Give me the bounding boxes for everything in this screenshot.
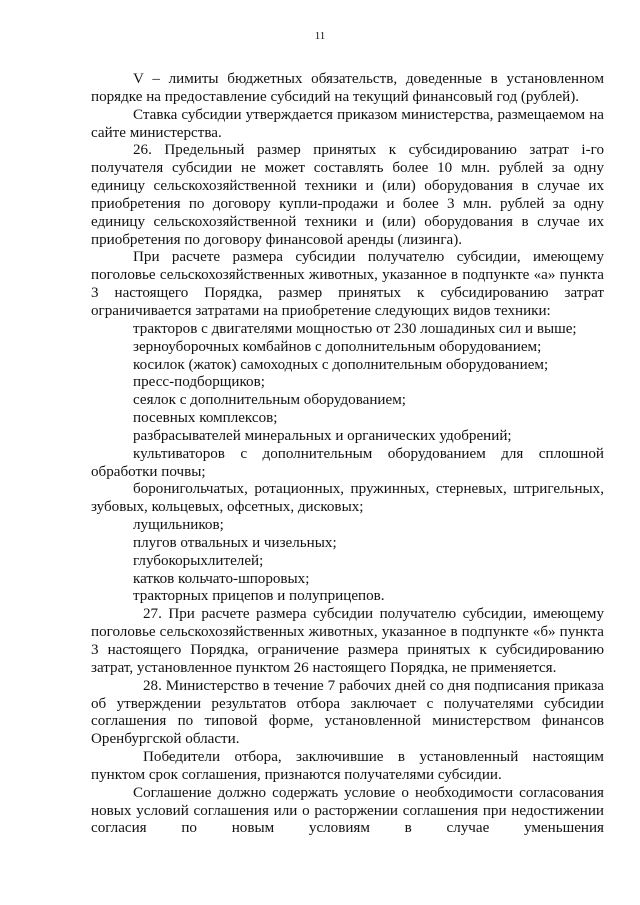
list-item: глубокорыхлителей;: [133, 552, 264, 569]
paragraph-calc-limit: При расчете размера субсидии получателю субсидии, имеющему поголовье сельскохозяйственных животных, указанное в подпункте «а» пункта 3 настоящего Порядка, размер принятых к субсидированию затрат ограничивается затратами на приобретение следующих видов техники:: [91, 249, 604, 319]
paragraph-27: 27. При расчете размера субсидии получателю субсидии, имеющему поголовье сельскохозяйственных животных, указанное в подпункте «б» пункта 3 настоящего Порядка, ограничение размера принятых к субсидированию затрат, установленное пунктом 26 настоящего Порядка, не применяется.: [91, 606, 604, 676]
list-item: разбрасывателей минеральных и органических удобрений;: [133, 427, 512, 444]
paragraph-agreement-condition: Соглашение должно содержать условие о необходимости согласования новых условий соглашения или о расторжении соглашения при недостижении согласия по новым условиям в случае уменьшения: [91, 784, 604, 837]
document-body: [91, 71, 604, 838]
list-item: тракторных прицепов и полуприцепов.: [133, 588, 385, 605]
equipment-list: [91, 321, 604, 607]
paragraph-28: 28. Министерство в течение 7 рабочих дней со дня подписания приказа об утверждении результатов отбора заключает с получателями субсидии соглашения по типовой форме, установленной министерством финансов Оренбургской области.: [91, 677, 604, 748]
list-item: зерноуборочных комбайнов с дополнительным оборудованием;: [133, 338, 542, 355]
paragraph-limits-definition: V – лимиты бюджетных обязательств, доведенные в установленном порядке на предоставление субсидий на текущий финансовый год (рублей).: [91, 71, 604, 105]
paragraph-winners: Победители отбора, заключившие в установленный настоящим пунктом срок соглашения, признаются получателями субсидии.: [91, 749, 604, 783]
list-item: посевных комплексов;: [133, 410, 278, 427]
paragraph-rate-approval: Ставка субсидии утверждается приказом министерства, размещаемом на сайте министерства.: [91, 106, 604, 141]
list-item: плугов отвальных и чизельных;: [133, 534, 337, 551]
list-item: пресс-подборщиков;: [133, 374, 265, 391]
list-item: тракторов с двигателями мощностью от 230 лошадиных сил и выше;: [133, 320, 577, 337]
list-item: сеялок с дополнительным оборудованием;: [133, 392, 406, 409]
list-item: косилок (жаток) самоходных с дополнительным оборудованием;: [133, 356, 549, 373]
list-item: лущильников;: [133, 517, 224, 534]
list-item: культиваторов с дополнительным оборудованием для сплошной обработки почвы;: [91, 445, 604, 480]
list-item: катков кольчато-шпоровых;: [133, 570, 310, 587]
paragraph-26: 26. Предельный размер принятых к субсидированию затрат i-го получателя субсидии не может составлять более 10 млн. рублей за одну единицу сельскохозяйственной техники и (или) оборудования в случае их приобретения по договору купли-продажи и более 3 млн. рублей за одну единицу сельскохозяйственной техники и (или) оборудования в случае их приобретения по договору финансовой аренды (лизинга).: [91, 142, 604, 248]
page-number: 11: [314, 30, 326, 42]
list-item: боронигольчатых, ротационных, пружинных, стерневых, штригельных, зубовых, кольцевых, офсетных, дисковых;: [91, 481, 604, 516]
